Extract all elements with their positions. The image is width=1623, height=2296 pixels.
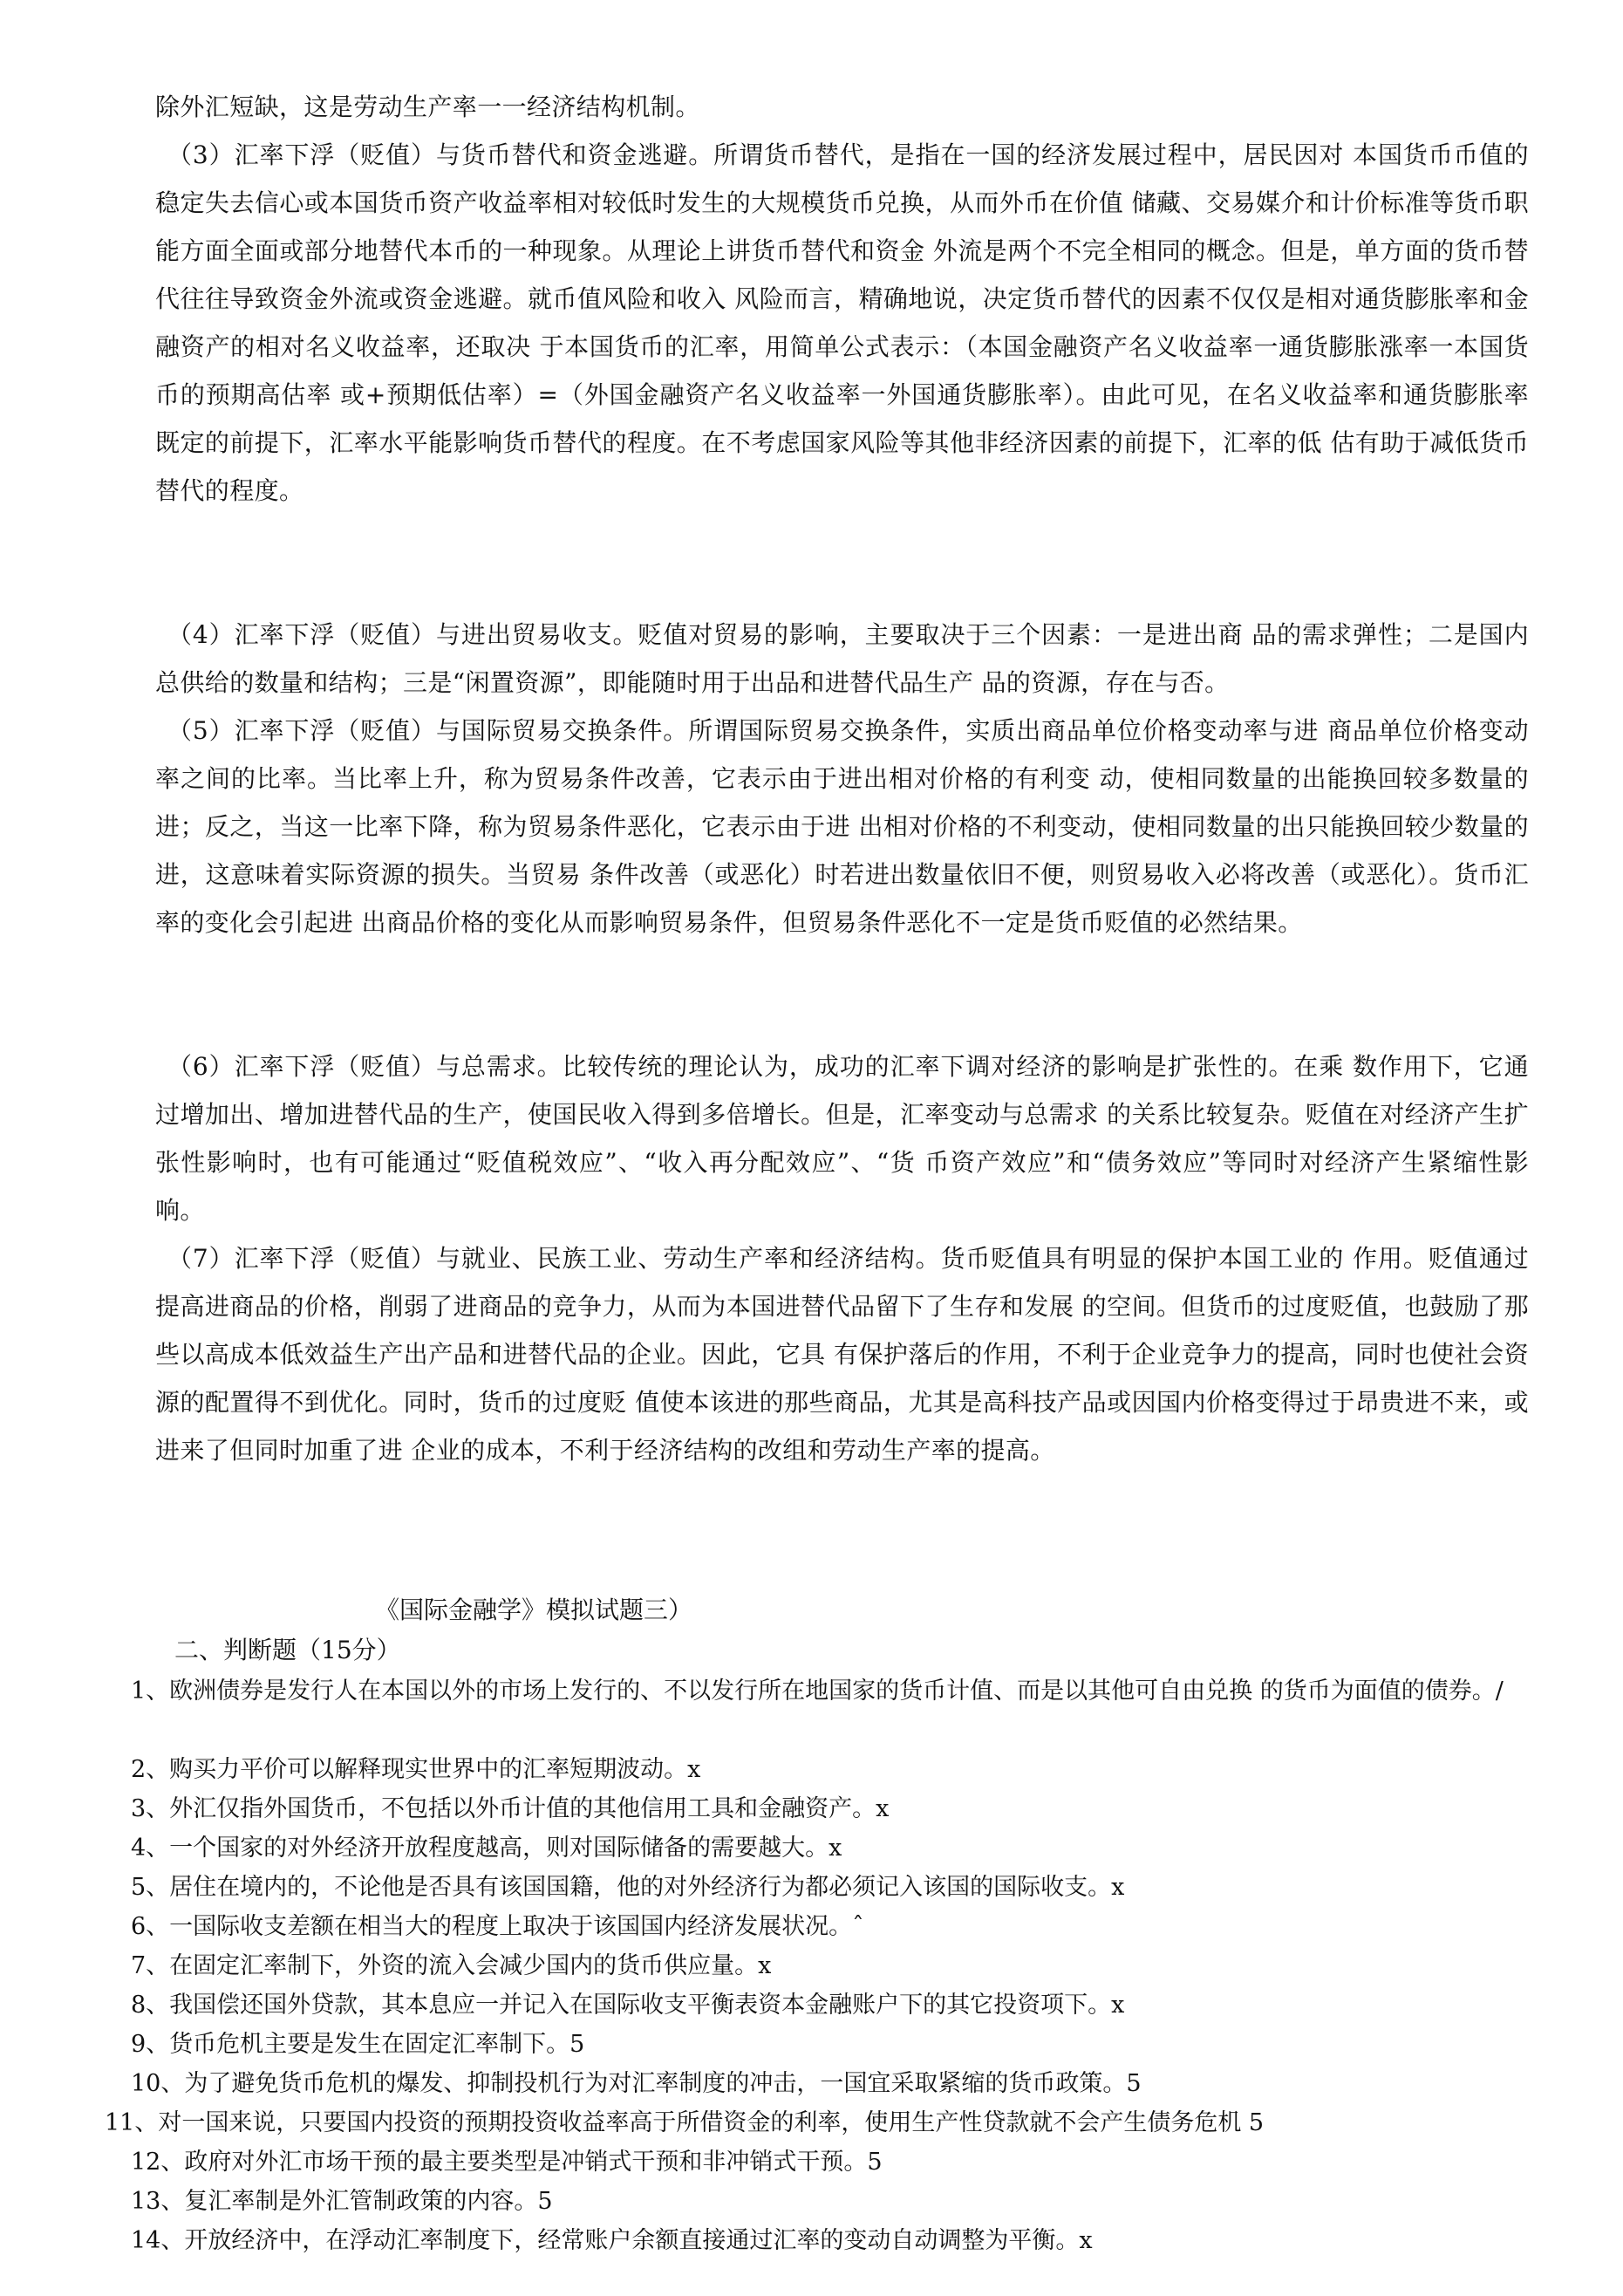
paragraph-trade-balance: （4）汇率下浮（贬值）与进出贸易收支。贬值对贸易的影响，主要取决于三个因素：一是进出商 品的需求弹性；二是国内总供给的数量和结构；三是“闲置资源”，即能随时用于出品和进替代品生产 品的资源，存在与否。 xyxy=(155,620,1529,697)
paragraph-employment-industry: （7）汇率下浮（贬值）与就业、民族工业、劳动生产率和经济结构。货币贬值具有明显的保护本国工业的 作用。贬值通过提高进商品的价格，削弱了进商品的竞争力，从而为本国进替代品留下了生存和发展 的空间。但货币的过度贬值，也鼓励了那些以高成本低效益生产出产品和进替代品的企业。因此，它具 有保护落后的作用，不利于企业竞争力的提高，同时也使社会资源的配置得不到优化。同时，货币的过度贬 值使本该进的那些商品，尤其是高科技产品或因国内价格变得过于昂贵进不来，或进来了但同时加重了进 企业的成本，不利于经济结构的改组和劳动生产率的提高。 xyxy=(155,1244,1529,1465)
question-item: 9、货币危机主要是发生在固定汇率制下。5 xyxy=(131,2031,585,2058)
question-item: 14、开放经济中，在浮动汇率制度下，经常账户余额直接通过汇率的变动自动调整为平衡。x xyxy=(131,2227,1093,2254)
paragraph-aggregate-demand: （6）汇率下浮（贬值）与总需求。比较传统的理论认为，成功的汇率下调对经济的影响是扩张性的。在乘 数作用下，它通过增加出、增加进替代品的生产，使国民收入得到多倍增长。但是，汇率变动与总需求 的关系比较复杂。贬值在对经济产生扩张性影响时，也有可能通过“贬值税效应”、“收入再分配效应”、“货 币资产效应”和“债务效应”等同时对经济产生紧缩性影响。 xyxy=(155,1052,1529,1225)
question-item: 13、复汇率制是外汇管制政策的内容。5 xyxy=(131,2188,553,2215)
question-item: 2、购买力平价可以解释现实世界中的汇率短期波动。x xyxy=(131,1756,701,1783)
question-item: 4、一个国家的对外经济开放程度越高，则对国际储备的需要越大。x xyxy=(131,1835,842,1862)
exam-title: 《国际金融学》模拟试题三） xyxy=(375,1596,693,1624)
question-item: 12、政府对外汇市场干预的最主要类型是冲销式干预和非冲销式干预。5 xyxy=(131,2149,883,2176)
question-item: 1、欧洲债券是发行人在本国以外的市场上发行的、不以发行所在地国家的货币计值、而是以其他可自由兑换 的货币为面值的债券。/ xyxy=(131,1678,1504,1705)
paragraph-continuation: 除外汇短缺，这是劳动生产率一一经济结构机制。 xyxy=(155,92,700,121)
question-item: 10、为了避免货币危机的爆发、抑制投机行为对汇率制度的冲击，一国宜采取紧缩的货币政策。5 xyxy=(131,2070,1142,2097)
question-item: 11、对一国来说，只要国内投资的预期投资收益率高于所借资金的利率，使用生产性贷款就不会产生债务危机 5 xyxy=(105,2109,1265,2136)
question-item: 5、居住在境内的，不论他是否具有该国国籍，他的对外经济行为都必须记入该国的国际收支。x xyxy=(131,1874,1125,1901)
section-title: 二、判断题（15分） xyxy=(174,1636,401,1664)
question-item: 6、一国际收支差额在相当大的程度上取决于该国国内经济发展状况。ˆ xyxy=(131,1913,864,1940)
question-item: 8、我国偿还国外贷款，其本息应一并记入在国际收支平衡表资本金融账户下的其它投资项下。x xyxy=(131,1992,1125,2019)
question-item: 7、在固定汇率制下，外资的流入会减少国内的货币供应量。x xyxy=(131,1952,772,1979)
paragraph-currency-substitution: （3）汇率下浮（贬值）与货币替代和资金逃避。所谓货币替代，是指在一国的经济发展过程中，居民因对 本国货币币值的稳定失去信心或本国货币资产收益率相对较低时发生的大规模货币兑换，从而外币在价值 储藏、交易媒介和计价标准等货币职能方面全面或部分地替代本币的一种现象。从理论上讲货币替代和资金 外流是两个不完全相同的概念。但是，单方面的货币替代往往导致资金外流或资金逃避。就币值风险和收入 风险而言，精确地说，决定货币替代的因素不仅仅是相对通货膨胀率和金融资产的相对名义收益率，还取决 于本国货币的汇率，用简单公式表示：（本国金融资产名义收益率一通货膨胀涨率一本国货币的预期高估率 或+预期低估率）=（外国金融资产名义收益率一外国通货膨胀率）。由此可见，在名义收益率和通货膨胀率 既定的前提下，汇率水平能影响货币替代的程度。在不考虑国家风险等其他非经济因素的前提下，汇率的低 估有助于减低货币替代的程度。 xyxy=(155,140,1529,505)
question-item: 3、外汇仅指外国货币，不包括以外币计值的其他信用工具和金融资产。x xyxy=(131,1795,890,1822)
paragraph-terms-of-trade: （5）汇率下浮（贬值）与国际贸易交换条件。所谓国际贸易交换条件，实质出商品单位价格变动率与进 商品单位价格变动率之间的比率。当比率上升，称为贸易条件改善，它表示由于进出相对价格的有利变 动，使相同数量的出能换回较多数量的进；反之，当这一比率下降，称为贸易条件恶化，它表示由于进 出相对价格的不利变动，使相同数量的出只能换回较少数量的进，这意味着实际资源的损失。当贸易 条件改善（或恶化）时若进出数量依旧不便，则贸易收入必将改善（或恶化）。货币汇率的变化会引起进 出商品价格的变化从而影响贸易条件，但贸易条件恶化不一定是货币贬值的必然结果。 xyxy=(155,716,1529,937)
